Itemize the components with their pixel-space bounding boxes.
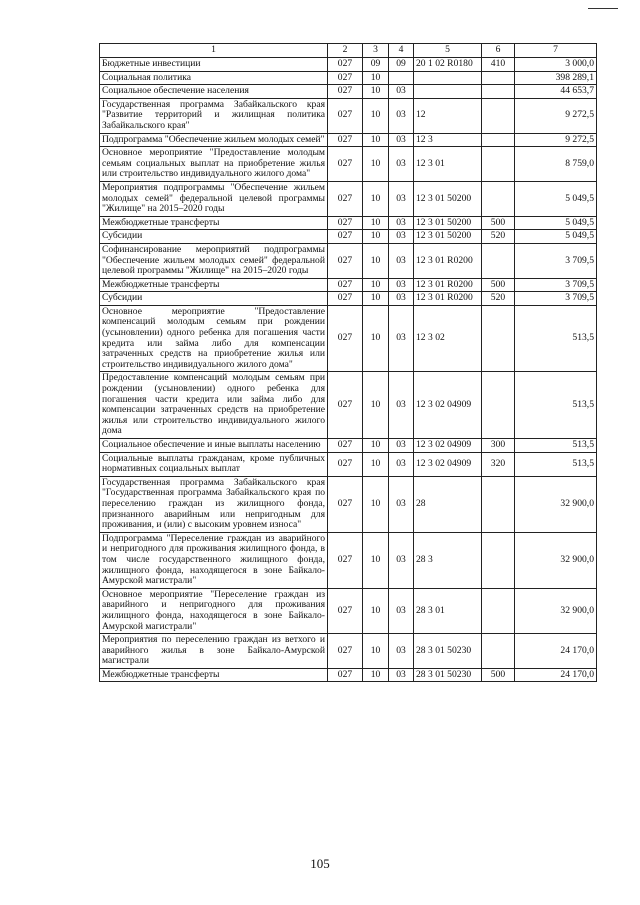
header-cell: 1 <box>100 44 328 58</box>
row-amount-cell: 32 900,0 <box>515 588 597 633</box>
row-amount-cell: 5 049,5 <box>515 230 597 244</box>
row-section-cell: 10 <box>363 452 389 476</box>
row-amount-cell: 44 653,7 <box>515 85 597 99</box>
row-subsection-cell: 03 <box>389 98 414 133</box>
row-amount-cell: 24 170,0 <box>515 668 597 682</box>
row-expense-type-cell <box>482 85 515 99</box>
row-name-cell: Межбюджетные трансферты <box>100 216 328 230</box>
row-admin-code-cell: 027 <box>328 668 363 682</box>
row-subsection-cell: 03 <box>389 476 414 532</box>
row-expense-type-cell <box>482 133 515 147</box>
row-name-cell: Межбюджетные трансферты <box>100 278 328 292</box>
row-expense-type-cell <box>482 181 515 216</box>
corner-mark <box>588 8 618 9</box>
row-amount-cell: 513,5 <box>515 452 597 476</box>
row-expense-type-cell: 520 <box>482 292 515 306</box>
row-target-article-cell: 28 3 01 50230 <box>414 668 482 682</box>
row-amount-cell: 5 049,5 <box>515 216 597 230</box>
row-admin-code-cell: 027 <box>328 588 363 633</box>
row-subsection-cell: 03 <box>389 243 414 278</box>
table-row <box>100 181 597 216</box>
row-target-article-cell <box>414 85 482 99</box>
table-row <box>100 58 597 72</box>
row-expense-type-cell <box>482 532 515 588</box>
row-section-cell: 10 <box>363 292 389 306</box>
table-row <box>100 668 597 682</box>
header-cell: 3 <box>363 44 389 58</box>
row-section-cell: 10 <box>363 85 389 99</box>
row-subsection-cell: 03 <box>389 278 414 292</box>
row-section-cell: 10 <box>363 634 389 669</box>
row-subsection-cell: 03 <box>389 181 414 216</box>
table-row <box>100 292 597 306</box>
row-amount-cell: 8 759,0 <box>515 147 597 182</box>
row-amount-cell: 513,5 <box>515 439 597 453</box>
row-expense-type-cell: 500 <box>482 216 515 230</box>
table-row <box>100 133 597 147</box>
table-row <box>100 372 597 439</box>
table-row <box>100 216 597 230</box>
row-expense-type-cell: 410 <box>482 58 515 72</box>
row-subsection-cell: 03 <box>389 668 414 682</box>
row-target-article-cell: 12 3 01 50200 <box>414 216 482 230</box>
row-admin-code-cell: 027 <box>328 243 363 278</box>
row-amount-cell: 3 709,5 <box>515 243 597 278</box>
row-admin-code-cell: 027 <box>328 85 363 99</box>
row-admin-code-cell: 027 <box>328 292 363 306</box>
row-name-cell: Софинансирование мероприятий подпрограммы "Обеспечение жильем молодых семей" федеральной целевой программы "Жилище" на 2015–2020 годы <box>100 243 328 278</box>
row-target-article-cell: 20 1 02 R0180 <box>414 58 482 72</box>
header-cell: 6 <box>482 44 515 58</box>
header-cell: 4 <box>389 44 414 58</box>
row-admin-code-cell: 027 <box>328 230 363 244</box>
row-target-article-cell: 12 3 02 04909 <box>414 439 482 453</box>
table-row <box>100 230 597 244</box>
row-name-cell: Государственная программа Забайкальского края "Развитие территорий и жилищная политика Забайкальского края" <box>100 98 328 133</box>
table-row <box>100 147 597 182</box>
row-target-article-cell: 28 3 <box>414 532 482 588</box>
header-cell: 2 <box>328 44 363 58</box>
row-target-article-cell <box>414 71 482 85</box>
table-row <box>100 98 597 133</box>
row-amount-cell: 3 000,0 <box>515 58 597 72</box>
row-section-cell: 10 <box>363 243 389 278</box>
row-name-cell: Предоставление компенсаций молодым семьям при рождении (усыновлении) одного ребенка для погашения части кредита или займа либо для компенсации затраченных средств на приобретение жилья или строительство индивидуального жилого дома <box>100 372 328 439</box>
row-section-cell: 10 <box>363 372 389 439</box>
row-name-cell: Межбюджетные трансферты <box>100 668 328 682</box>
row-expense-type-cell <box>482 476 515 532</box>
row-subsection-cell: 03 <box>389 292 414 306</box>
row-expense-type-cell: 520 <box>482 230 515 244</box>
row-admin-code-cell: 027 <box>328 439 363 453</box>
row-target-article-cell: 12 3 01 <box>414 147 482 182</box>
row-target-article-cell: 12 3 <box>414 133 482 147</box>
row-name-cell: Основное мероприятие "Переселение граждан из аварийного и непригодного для проживания жилищного фонда, находящегося в зоне Байкало-Амурской магистрали" <box>100 588 328 633</box>
row-name-cell: Основное мероприятие "Предоставление молодым семьям социальных выплат на приобретение жилья или строительство индивидуального жилого дома" <box>100 147 328 182</box>
table-row <box>100 85 597 99</box>
table-row <box>100 476 597 532</box>
row-name-cell: Бюджетные инвестиции <box>100 58 328 72</box>
row-amount-cell: 24 170,0 <box>515 634 597 669</box>
row-amount-cell: 32 900,0 <box>515 532 597 588</box>
row-name-cell: Субсидии <box>100 292 328 306</box>
row-section-cell: 10 <box>363 230 389 244</box>
row-admin-code-cell: 027 <box>328 98 363 133</box>
row-amount-cell: 5 049,5 <box>515 181 597 216</box>
row-expense-type-cell <box>482 71 515 85</box>
row-expense-type-cell: 500 <box>482 278 515 292</box>
table-row <box>100 532 597 588</box>
row-section-cell: 10 <box>363 439 389 453</box>
row-subsection-cell: 03 <box>389 452 414 476</box>
row-subsection-cell: 03 <box>389 305 414 372</box>
row-admin-code-cell: 027 <box>328 372 363 439</box>
row-name-cell: Мероприятия по переселению граждан из ветхого и аварийного жилья в зоне Байкало-Амурской магистрали <box>100 634 328 669</box>
row-expense-type-cell: 320 <box>482 452 515 476</box>
row-amount-cell: 513,5 <box>515 372 597 439</box>
table-body <box>100 44 597 682</box>
row-target-article-cell: 28 3 01 <box>414 588 482 633</box>
row-subsection-cell: 09 <box>389 58 414 72</box>
row-amount-cell: 398 289,1 <box>515 71 597 85</box>
table-row <box>100 71 597 85</box>
row-target-article-cell: 12 3 01 R0200 <box>414 292 482 306</box>
row-admin-code-cell: 027 <box>328 181 363 216</box>
row-subsection-cell: 03 <box>389 133 414 147</box>
row-expense-type-cell <box>482 634 515 669</box>
row-subsection-cell: 03 <box>389 439 414 453</box>
table-row <box>100 439 597 453</box>
row-admin-code-cell: 027 <box>328 634 363 669</box>
row-target-article-cell: 28 <box>414 476 482 532</box>
table-row <box>100 634 597 669</box>
row-subsection-cell <box>389 71 414 85</box>
row-name-cell: Социальное обеспечение населения <box>100 85 328 99</box>
row-target-article-cell: 12 3 01 50200 <box>414 181 482 216</box>
row-target-article-cell: 12 3 01 50200 <box>414 230 482 244</box>
row-name-cell: Социальная политика <box>100 71 328 85</box>
row-target-article-cell: 12 3 02 04909 <box>414 452 482 476</box>
row-name-cell: Социальные выплаты гражданам, кроме публичных нормативных социальных выплат <box>100 452 328 476</box>
row-section-cell: 10 <box>363 181 389 216</box>
row-expense-type-cell <box>482 305 515 372</box>
row-admin-code-cell: 027 <box>328 71 363 85</box>
row-admin-code-cell: 027 <box>328 452 363 476</box>
table-row <box>100 243 597 278</box>
budget-table <box>99 43 597 682</box>
row-expense-type-cell <box>482 243 515 278</box>
row-target-article-cell: 12 3 02 04909 <box>414 372 482 439</box>
row-section-cell: 10 <box>363 98 389 133</box>
row-section-cell: 10 <box>363 147 389 182</box>
row-target-article-cell: 12 <box>414 98 482 133</box>
row-name-cell: Социальное обеспечение и иные выплаты населению <box>100 439 328 453</box>
header-cell: 7 <box>515 44 597 58</box>
row-target-article-cell: 12 3 01 R0200 <box>414 243 482 278</box>
table-row <box>100 452 597 476</box>
row-section-cell: 10 <box>363 588 389 633</box>
page-number: 105 <box>310 856 330 871</box>
row-admin-code-cell: 027 <box>328 305 363 372</box>
row-subsection-cell: 03 <box>389 588 414 633</box>
row-section-cell: 10 <box>363 532 389 588</box>
row-subsection-cell: 03 <box>389 216 414 230</box>
row-section-cell: 10 <box>363 476 389 532</box>
row-subsection-cell: 03 <box>389 634 414 669</box>
row-admin-code-cell: 027 <box>328 532 363 588</box>
row-expense-type-cell <box>482 372 515 439</box>
row-section-cell: 09 <box>363 58 389 72</box>
row-expense-type-cell: 300 <box>482 439 515 453</box>
row-section-cell: 10 <box>363 278 389 292</box>
row-section-cell: 10 <box>363 305 389 372</box>
row-admin-code-cell: 027 <box>328 476 363 532</box>
row-admin-code-cell: 027 <box>328 133 363 147</box>
row-name-cell: Мероприятия подпрограммы "Обеспечение жильем молодых семей" федеральной целевой программы "Жилище" на 2015–2020 годы <box>100 181 328 216</box>
row-expense-type-cell <box>482 588 515 633</box>
row-target-article-cell: 12 3 01 R0200 <box>414 278 482 292</box>
row-name-cell: Подпрограмма "Переселение граждан из аварийного и непригодного для проживания жилищного фонда, в том числе государственного жилищного фонда, жилищного фонда, находящегося в зоне Байкало-Амурской магистрали" <box>100 532 328 588</box>
row-admin-code-cell: 027 <box>328 278 363 292</box>
row-subsection-cell: 03 <box>389 230 414 244</box>
row-name-cell: Подпрограмма "Обеспечение жильем молодых семей" <box>100 133 328 147</box>
row-name-cell: Государственная программа Забайкальского края "Государственная программа Забайкальского края по переселению граждан из жилищного фонда, признанного аварийным или непригодным для проживания, и (или) с высоким уровнем износа" <box>100 476 328 532</box>
row-section-cell: 10 <box>363 71 389 85</box>
row-amount-cell: 32 900,0 <box>515 476 597 532</box>
header-cell: 5 <box>414 44 482 58</box>
row-name-cell: Субсидии <box>100 230 328 244</box>
row-subsection-cell: 03 <box>389 372 414 439</box>
table-row <box>100 278 597 292</box>
row-subsection-cell: 03 <box>389 85 414 99</box>
row-amount-cell: 9 272,5 <box>515 133 597 147</box>
row-name-cell: Основное мероприятие "Предоставление компенсаций молодым семьям при рождении (усыновлении) одного ребенка для погашения части кредита или займа либо для компенсации затраченных средств на приобретение жилья или строительство индивидуального жилого дома" <box>100 305 328 372</box>
row-admin-code-cell: 027 <box>328 147 363 182</box>
row-target-article-cell: 12 3 02 <box>414 305 482 372</box>
row-admin-code-cell: 027 <box>328 216 363 230</box>
row-expense-type-cell <box>482 147 515 182</box>
row-subsection-cell: 03 <box>389 532 414 588</box>
row-amount-cell: 3 709,5 <box>515 278 597 292</box>
row-expense-type-cell <box>482 98 515 133</box>
table-header-row <box>100 44 597 58</box>
row-section-cell: 10 <box>363 668 389 682</box>
row-section-cell: 10 <box>363 133 389 147</box>
table-row <box>100 588 597 633</box>
row-amount-cell: 3 709,5 <box>515 292 597 306</box>
row-expense-type-cell: 500 <box>482 668 515 682</box>
table-row <box>100 305 597 372</box>
row-section-cell: 10 <box>363 216 389 230</box>
row-subsection-cell: 03 <box>389 147 414 182</box>
row-amount-cell: 513,5 <box>515 305 597 372</box>
row-admin-code-cell: 027 <box>328 58 363 72</box>
row-amount-cell: 9 272,5 <box>515 98 597 133</box>
row-target-article-cell: 28 3 01 50230 <box>414 634 482 669</box>
